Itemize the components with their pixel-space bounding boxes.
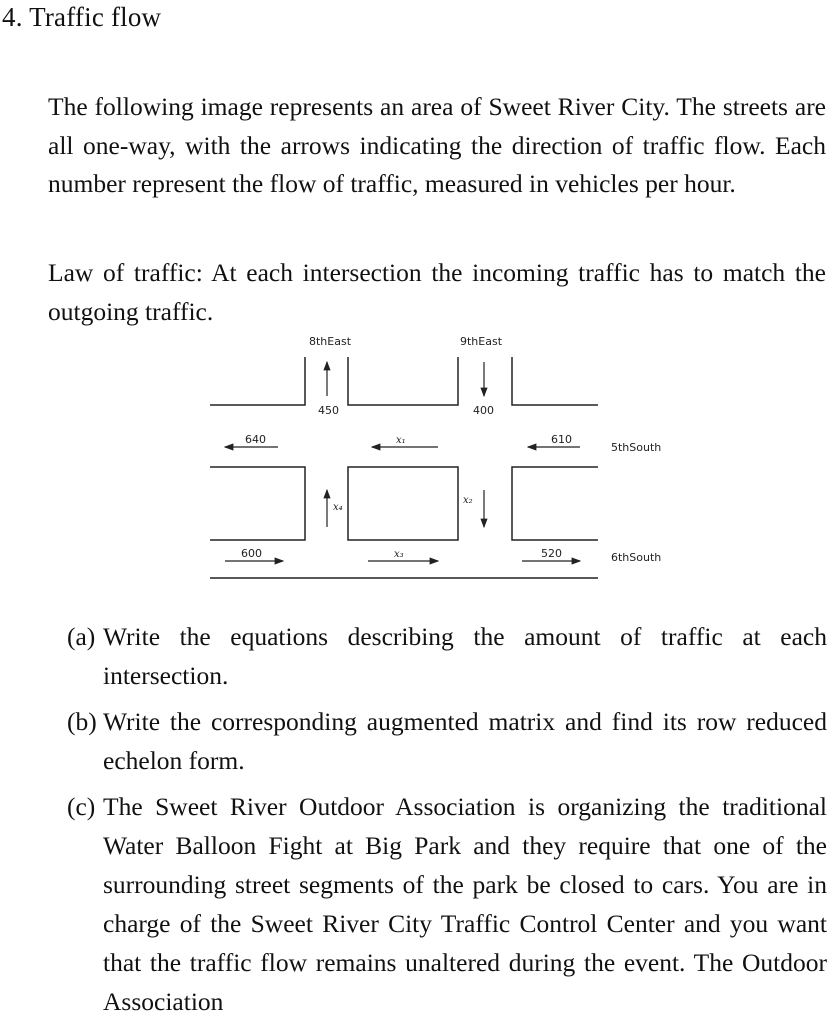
part-b	[67, 702, 827, 780]
flow-label-610: 610	[551, 433, 572, 446]
problem-heading: 4. Traffic flow	[2, 2, 162, 32]
block-middle-left	[210, 467, 305, 540]
part-c	[67, 787, 827, 1021]
flow-label-x3: x₃	[394, 549, 404, 560]
part-a	[67, 617, 827, 695]
flow-label-x1: x₁	[396, 435, 406, 446]
flow-label-600: 600	[241, 547, 262, 560]
flow-label-400: 400	[473, 404, 494, 417]
intro-paragraph: The following image represents an area of Sweet River City. The streets are all one-way, with the arrows indicating the direction of traffic flow. Each number represent the flow of traffic, measured in vehicles per hour.	[48, 92, 826, 198]
part-c-marker: (c)	[67, 792, 96, 821]
street-label-8th-east: 8thEast	[309, 335, 352, 348]
question-parts	[67, 617, 827, 1028]
flow-label-x4: x₄	[333, 502, 343, 513]
part-c-text: The Sweet River Outdoor Association is organizing the traditional Water Balloon Fight at Big Park and they require that one of the surrounding street segments of the park be closed to cars. You are in charge of the Sweet River City Traffic Control Center and you want that the traffic flow remains unaltered during the event. The Outdoor Association	[103, 792, 827, 1016]
block-top-middle	[348, 357, 458, 405]
part-a-text: Write the equations describing the amount of traffic at each intersection.	[103, 622, 827, 690]
flow-label-640: 640	[245, 433, 266, 446]
flow-label-450: 450	[318, 404, 339, 417]
flow-label-520: 520	[541, 547, 562, 560]
block-top-right	[512, 357, 598, 405]
flow-label-x2: x₂	[463, 495, 473, 506]
part-b-marker: (b)	[67, 707, 97, 736]
street-label-5th-south: 5thSouth	[611, 441, 662, 454]
part-a-marker: (a)	[67, 622, 96, 651]
law-paragraph: Law of traffic: At each intersection the incoming traffic has to match the outgoing traffic.	[48, 258, 826, 326]
block-top-left	[210, 357, 305, 405]
part-b-text: Write the corresponding augmented matrix and find its row reduced echelon form.	[103, 707, 827, 775]
traffic-diagram	[0, 330, 827, 590]
block-middle-right	[512, 467, 598, 540]
street-label-6th-south: 6thSouth	[611, 551, 662, 564]
big-park-block	[348, 467, 458, 540]
street-label-9th-east: 9thEast	[460, 335, 503, 348]
